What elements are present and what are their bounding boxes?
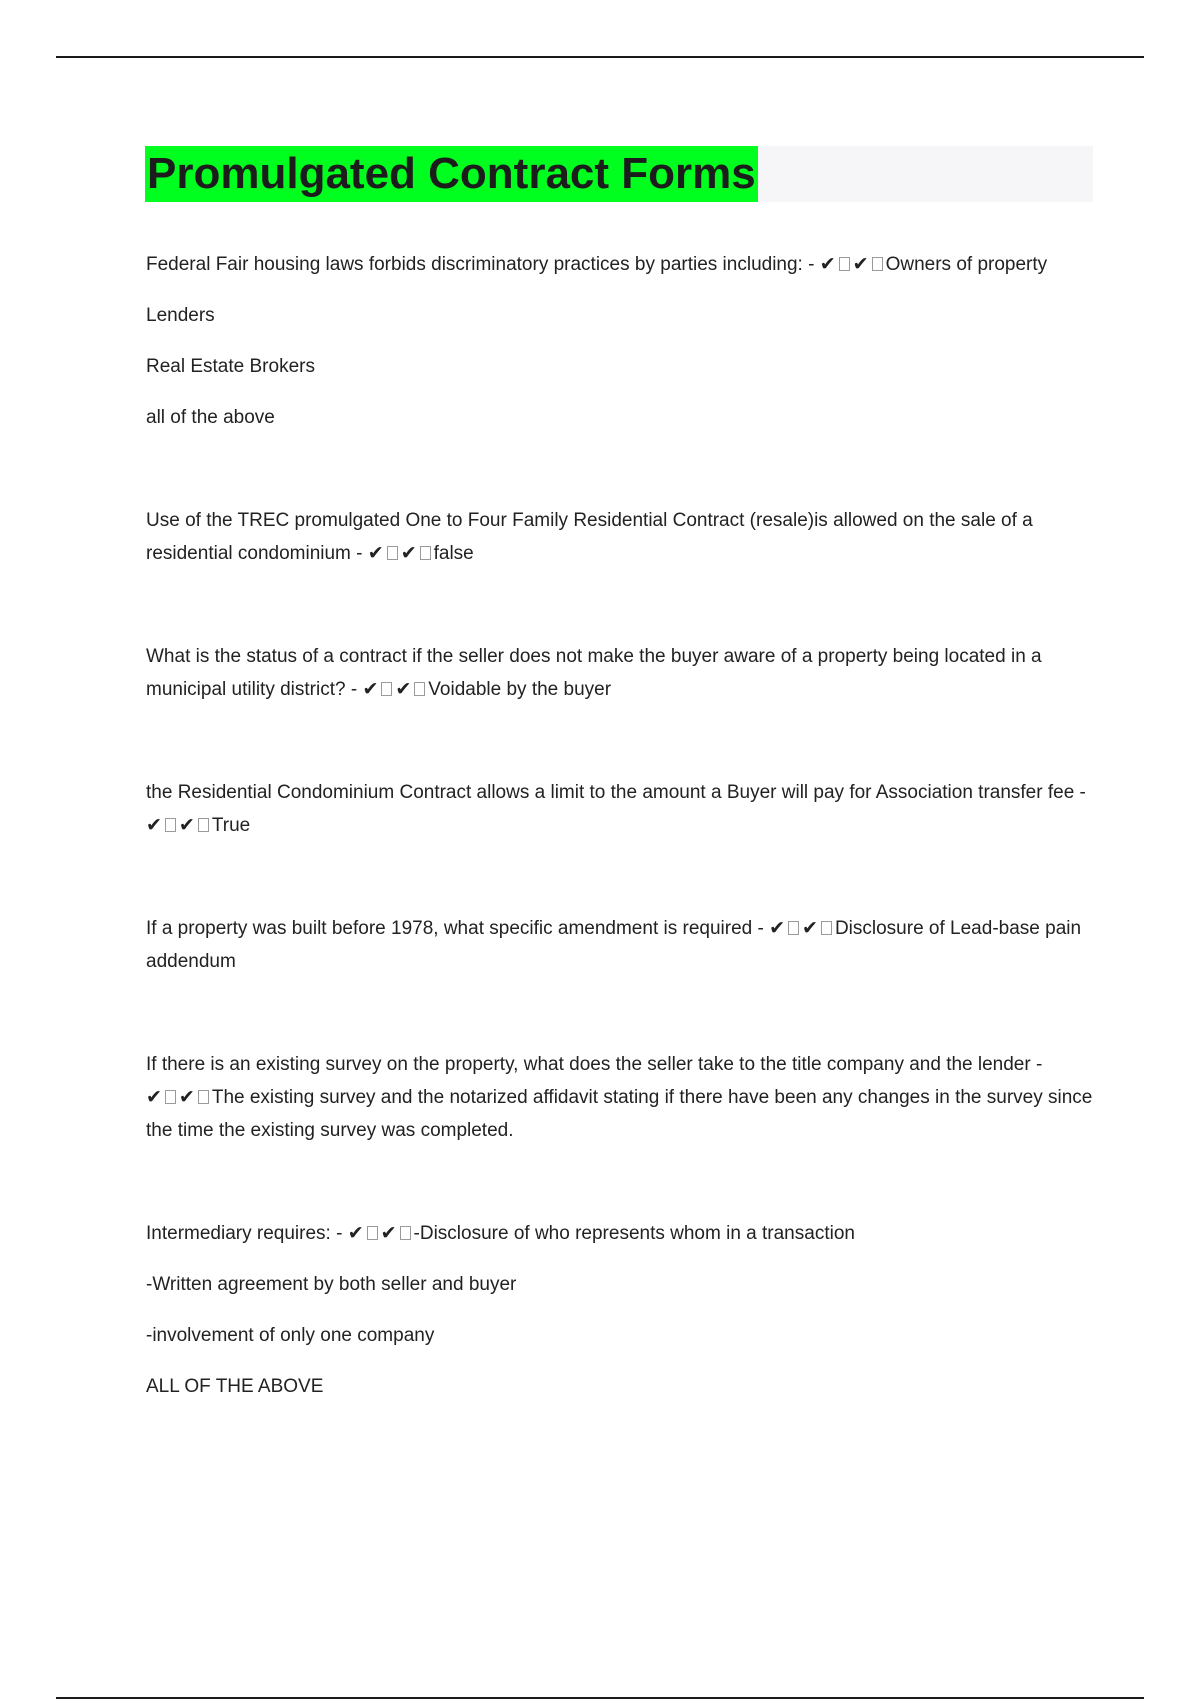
answer-text: True: [211, 815, 251, 836]
qa-item: [146, 1048, 1096, 1147]
question-text: Intermediary requires: -: [146, 1223, 348, 1244]
box-icon: [821, 921, 832, 935]
answer-text: The existing survey and the notarized affidavit stating if there have been any changes in the survey since the time the existing survey was completed.: [146, 1087, 1093, 1141]
question-text: What is the status of a contract if the seller does not make the buyer aware of a property being located in a municipal utility district? -: [146, 646, 1042, 700]
check-icon: ✔: [146, 1086, 162, 1108]
box-icon: [165, 1090, 176, 1104]
question-text: the Residential Condominium Contract allows a limit to the amount a Buyer will pay for Association transfer fee -: [146, 782, 1086, 803]
check-icon: ✔: [802, 917, 818, 939]
check-icon: ✔: [347, 1222, 364, 1244]
box-icon: [839, 257, 850, 271]
qa-item: [146, 640, 1096, 706]
box-icon: [198, 818, 209, 832]
qa-item: [146, 248, 1096, 281]
answer-line: -involvement of only one company: [146, 1325, 435, 1346]
box-icon: [198, 1090, 209, 1104]
qa-item: [146, 776, 1096, 842]
check-icon: ✔: [362, 678, 379, 700]
check-icon: ✔: [769, 917, 786, 939]
box-icon: [400, 1226, 411, 1240]
answer-text: Owners of property: [885, 254, 1048, 275]
question-text: Use of the TREC promulgated One to Four Family Residential Contract (resale)is allowed on the sale of a residential condominium -: [146, 510, 1033, 564]
answer-text: -Disclosure of who represents whom in a transaction: [413, 1223, 855, 1244]
box-icon: [165, 818, 176, 832]
check-icon: ✔: [852, 253, 869, 275]
answer-marker: [362, 679, 428, 700]
box-icon: [872, 257, 883, 271]
check-icon: ✔: [178, 814, 195, 836]
box-icon: [414, 682, 425, 696]
answer-line: ALL OF THE ABOVE: [146, 1376, 324, 1397]
answer-text: Voidable by the buyer: [428, 679, 612, 700]
box-icon: [420, 546, 431, 560]
answer-line: Real Estate Brokers: [146, 356, 315, 377]
answer-line: Lenders: [146, 305, 215, 326]
header-rule: [56, 56, 1144, 58]
page-title: Promulgated Contract Forms: [145, 146, 758, 202]
answer-marker: [820, 254, 886, 275]
answer-marker: [146, 1087, 212, 1108]
qa-item: [146, 504, 1096, 570]
answer-line: -Written agreement by both seller and buyer: [146, 1274, 517, 1295]
document-body: [146, 248, 1096, 1403]
check-icon: ✔: [400, 542, 417, 564]
check-icon: ✔: [395, 678, 412, 700]
box-icon: [788, 921, 799, 935]
answer-marker: [769, 918, 835, 939]
box-icon: [387, 546, 398, 560]
check-icon: ✔: [367, 542, 384, 564]
box-icon: [381, 682, 392, 696]
check-icon: ✔: [380, 1222, 397, 1244]
question-text: If a property was built before 1978, what specific amendment is required -: [146, 918, 770, 939]
question-text: Federal Fair housing laws forbids discriminatory practices by parties including: -: [146, 254, 820, 275]
check-icon: ✔: [178, 1086, 195, 1108]
check-icon: ✔: [819, 253, 836, 275]
answer-marker: [146, 815, 212, 836]
answer-line: all of the above: [146, 407, 275, 428]
answer-text: Disclosure of Lead-base pain addendum: [146, 918, 1082, 972]
answer-marker: [348, 1223, 414, 1244]
qa-item: [146, 912, 1096, 978]
qa-item: [146, 1217, 1096, 1250]
question-text: If there is an existing survey on the property, what does the seller take to the title company and the lender -: [146, 1054, 1043, 1075]
answer-text: false: [433, 543, 474, 564]
footer-rule: [56, 1697, 1144, 1699]
check-icon: ✔: [146, 814, 162, 836]
answer-marker: [368, 543, 434, 564]
box-icon: [367, 1226, 378, 1240]
